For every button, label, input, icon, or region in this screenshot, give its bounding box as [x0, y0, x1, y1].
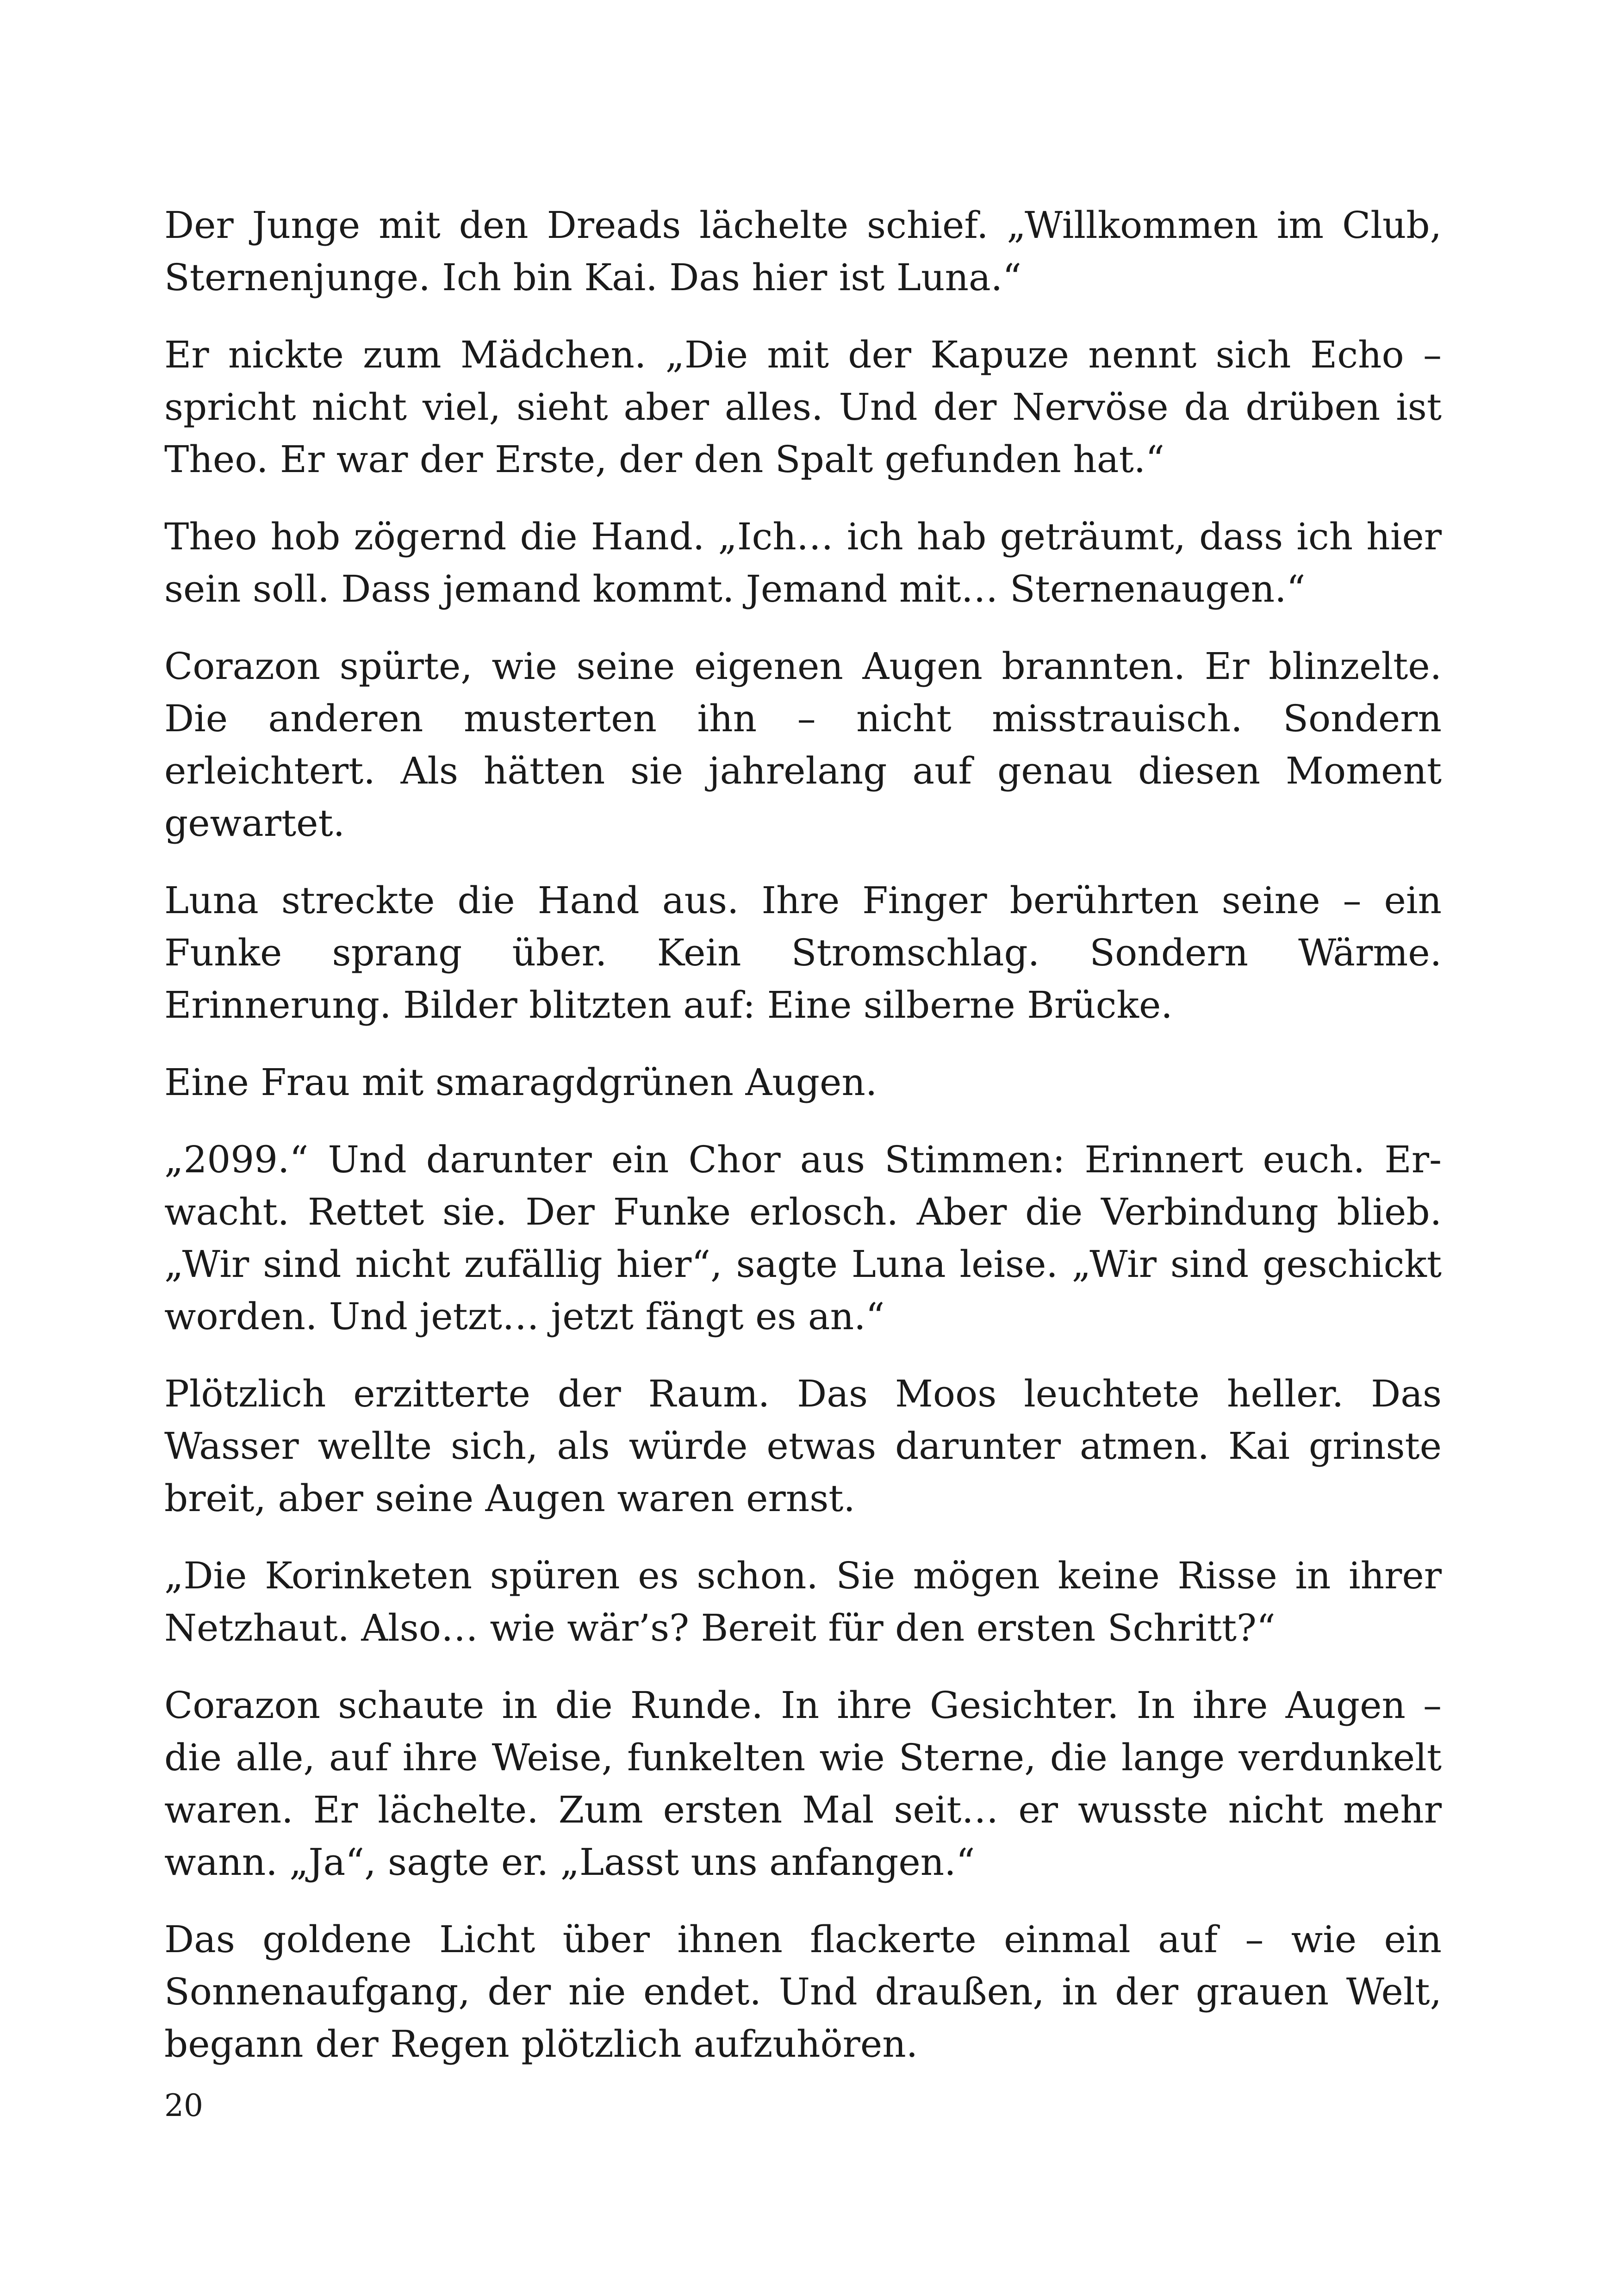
paragraph-7: „2099.“ Und darunter ein Chor aus Stimmen: Erinnert euch. Erwacht. Rettet sie. Der Funke erlosch. Aber die Verbindung blieb. „Wir sind nicht zufällig hier“, sagte Luna leise. „Wir sind geschickt worden. Und jetzt… jetzt fängt es an.“: [164, 1138, 1442, 1338]
paragraph-1: Der Junge mit den Dreads lächelte schief. „Willkommen im Club, Sternenjunge. Ich bin Kai. Das hier ist Luna.“: [164, 204, 1442, 299]
paragraph-8: Plötzlich erzitterte der Raum. Das Moos leuchtete heller. Das Wasser wellte sich, als würde etwas darunter atmen. Kai grinste breit, aber seine Augen waren ernst.: [164, 1372, 1442, 1520]
paragraph-4: Corazon spürte, wie seine eigenen Augen brannten. Er blinzelte. Die anderen musterten ihn – nicht misstrauisch. Sondern erleichtert. Als hätten sie jahrelang auf genau diesen Moment gewartet.: [164, 645, 1442, 845]
body-text: [164, 199, 1442, 2095]
paragraph-11: Das goldene Licht über ihnen flackerte einmal auf – wie ein Sonnenaufgang, der nie endet. Und draußen, in der grauen Welt, begann der Regen plötzlich aufzuhören.: [164, 1918, 1442, 2066]
paragraph-6: Eine Frau mit smaragdgrünen Augen.: [164, 1061, 877, 1104]
page-number: 20: [164, 2088, 203, 2123]
paragraph-9: „Die Korinketen spüren es schon. Sie mögen keine Risse in ihrer Netzhaut. Also… wie wär’s? Bereit für den ersten Schritt?“: [164, 1554, 1442, 1649]
paragraph-10: Corazon schaute in die Runde. In ihre Gesichter. In ihre Augen – die alle, auf ihre Weise, funkelten wie Sterne, die lange verdunkelt waren. Er lächelte. Zum ersten Mal seit… er wusste nicht mehr wann. „Ja“, sagte er. „Lasst uns anfangen.“: [164, 1684, 1442, 1884]
paragraph-5: Luna streckte die Hand aus. Ihre Finger berührten seine – ein Funke sprang über. Kein Stromschlag. Sondern Wärme. Erinnerung. Bilder blitzten auf: Eine silberne Brücke.: [164, 879, 1442, 1027]
paragraph-2: Er nickte zum Mädchen. „Die mit der Kapuze nennt sich Echo – spricht nicht viel, sieht aber alles. Und der Nervöse da drüben ist Theo. Er war der Erste, der den Spalt gefunden hat.“: [164, 333, 1442, 481]
paragraph-3: Theo hob zögernd die Hand. „Ich… ich hab geträumt, dass ich hier sein soll. Dass jemand kommt. Jemand mit… Sternenaugen.“: [164, 515, 1442, 610]
